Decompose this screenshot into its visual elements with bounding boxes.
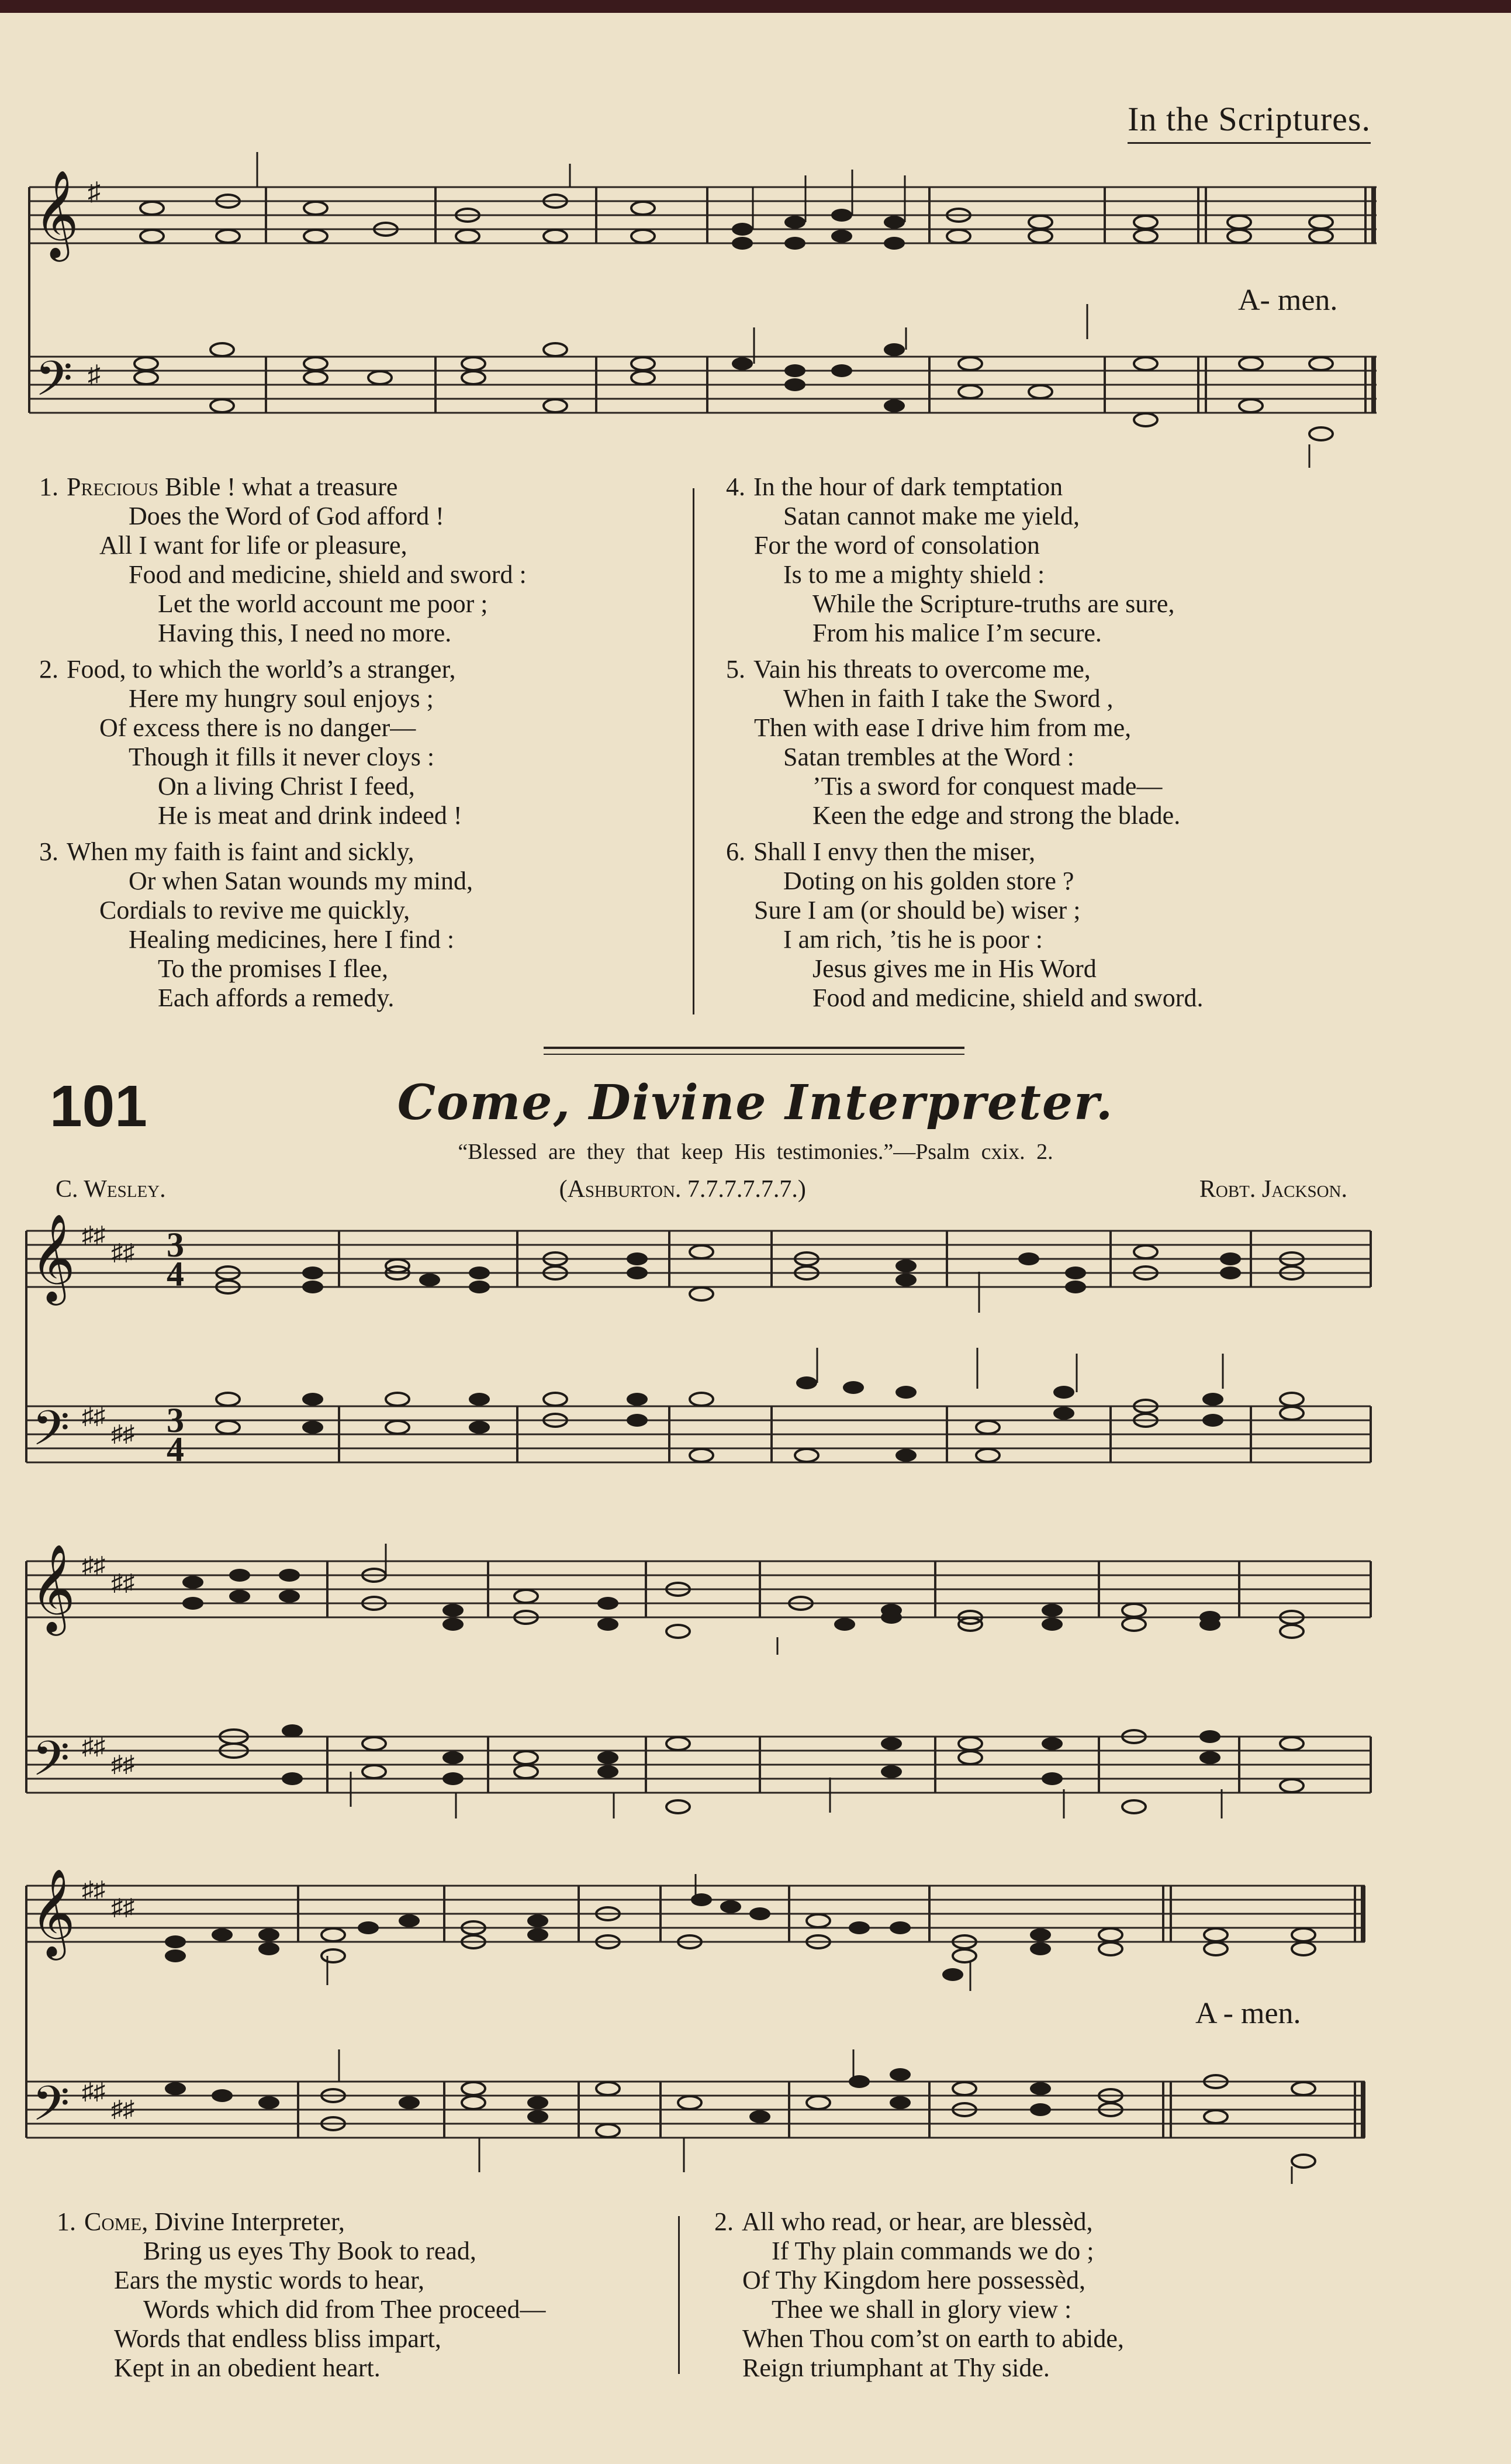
verse-line: Doting on his golden store ? — [783, 867, 1074, 895]
composer-credit: Robt. Jackson. — [1199, 1176, 1347, 1203]
svg-text:♯♯: ♯♯ — [111, 1894, 134, 1920]
time-signature-top: 3 — [167, 1226, 184, 1264]
svg-text:♯♯: ♯♯ — [82, 1733, 105, 1759]
verse-2 — [699, 2207, 1124, 2383]
verse-line: Of Thy Kingdom here possessèd, — [742, 2266, 1085, 2294]
svg-text:♯♯: ♯♯ — [111, 1751, 134, 1777]
svg-text:♯♯: ♯♯ — [111, 2096, 134, 2122]
bass-time-signature-bottom: 4 — [167, 1430, 184, 1469]
verse-line: In the hour of dark temptation — [753, 472, 1063, 501]
verse-line: Of excess there is no danger— — [99, 713, 416, 742]
amen-label: A- men. — [1238, 284, 1338, 317]
svg-text:♯♯: ♯♯ — [111, 1420, 134, 1447]
verse-line: All I want for life or pleasure, — [99, 531, 407, 560]
verse-column-left — [41, 2207, 545, 2390]
verse-line: When my faith is faint and sickly, — [67, 837, 414, 866]
verse-number: 4. — [726, 472, 745, 501]
verse-3 — [23, 837, 527, 1013]
column-divider — [678, 2216, 680, 2374]
amen-label: A - men. — [1195, 1997, 1301, 2030]
verse-line: Come — [84, 2207, 142, 2236]
verse-line: Though it fills it never cloys : — [129, 743, 435, 771]
verse-line: Food and medicine, shield and sword. — [812, 983, 1204, 1012]
verse-2 — [23, 655, 527, 830]
svg-text:𝄢: 𝄢 — [32, 1400, 70, 1468]
verse-line: Bible ! what a treasure — [158, 472, 398, 501]
verse-line: To the promises I flee, — [158, 954, 389, 983]
verse-4 — [710, 472, 1203, 648]
svg-text:♯♯: ♯♯ — [82, 2078, 105, 2104]
score-system-3 — [0, 1862, 1511, 2190]
verse-line: Shall I envy then the miser, — [753, 837, 1036, 866]
time-signature-bottom: 4 — [167, 1255, 184, 1293]
verse-line: When Thou com’st on earth to abide, — [742, 2324, 1124, 2353]
bass-time-signature-top: 3 — [167, 1401, 184, 1440]
verse-line: I am rich, ’tis he is poor : — [783, 925, 1043, 954]
svg-text:♯♯: ♯♯ — [82, 1221, 105, 1248]
verse-line: For the word of consolation — [754, 531, 1040, 560]
verse-number: 5. — [726, 655, 745, 684]
svg-text:𝄞: 𝄞 — [34, 169, 79, 258]
verse-line: Food and medicine, shield and sword : — [129, 560, 527, 589]
hymn-title: Come, Divine Interpreter. — [397, 1075, 1114, 1131]
verse-line: Each affords a remedy. — [158, 983, 395, 1012]
verse-line: Jesus gives me in His Word — [812, 954, 1097, 983]
verse-line: Food, to which the world’s a stranger, — [67, 655, 456, 684]
verse-line: While the Scripture-truths are sure, — [812, 589, 1175, 618]
hymn-number: 101 — [50, 1074, 147, 1139]
verse-line: Then with ease I drive him from me, — [754, 713, 1132, 742]
verse-number: 3. — [39, 837, 58, 866]
bass-staff — [29, 357, 1377, 413]
author-credit: C. Wesley. — [56, 1176, 166, 1203]
verse-column-right — [710, 472, 1203, 1020]
verse-number: 6. — [726, 837, 745, 866]
verse-line: Words which did from Thee proceed— — [143, 2295, 546, 2324]
svg-text:𝄞: 𝄞 — [30, 1213, 75, 1302]
svg-text:♯: ♯ — [88, 177, 101, 206]
verse-number: 2. — [39, 655, 58, 684]
tune-credit: (Ashburton. 7.7.7.7.7.7.) — [559, 1176, 806, 1203]
verse-line: Having this, I need no more. — [158, 619, 452, 647]
verse-line: On a living Christ I feed, — [158, 772, 415, 800]
score-system-2 — [0, 1538, 1511, 1842]
verse-line: Ears the mystic words to hear, — [114, 2266, 424, 2294]
svg-text:𝄞: 𝄞 — [30, 1543, 75, 1632]
svg-text:♯♯: ♯♯ — [82, 1876, 105, 1903]
verse-line: Healing medicines, here I find : — [129, 925, 455, 954]
score-system-hymn100 — [0, 152, 1511, 479]
verse-line: Reign triumphant at Thy side. — [742, 2353, 1050, 2382]
svg-text:𝄢: 𝄢 — [35, 350, 73, 419]
scripture-epigraph: “Blessed are they that keep His testimonies.”—Psalm cxix. 2. — [458, 1140, 1053, 1164]
verse-line: ’Tis a sword for conquest made— — [812, 772, 1163, 800]
verse-number: 2. — [714, 2207, 734, 2236]
column-divider — [693, 488, 694, 1014]
verse-line: Satan cannot make me yield, — [783, 502, 1080, 530]
verse-line: Bring us eyes Thy Book to read, — [143, 2237, 476, 2265]
svg-text:𝄢: 𝄢 — [32, 1730, 70, 1799]
verse-line: Does the Word of God afford ! — [129, 502, 444, 530]
verse-column-left — [23, 472, 527, 1020]
top-border — [0, 0, 1511, 13]
score-system-1 — [0, 1213, 1511, 1517]
verse-line: Cordials to revive me quickly, — [99, 896, 410, 924]
verse-line: All who read, or hear, are blessèd, — [742, 2207, 1093, 2236]
verse-6 — [710, 837, 1203, 1013]
verse-1 — [23, 472, 527, 648]
verse-line: He is meat and drink indeed ! — [158, 801, 462, 830]
verse-line: Is to me a mighty shield : — [783, 560, 1045, 589]
verse-line: Vain his threats to overcome me, — [753, 655, 1091, 684]
verse-number: 1. — [39, 472, 58, 501]
verse-line: Satan trembles at the Word : — [783, 743, 1074, 771]
svg-text:𝄢: 𝄢 — [32, 2075, 70, 2144]
verse-line: Sure I am (or should be) wiser ; — [754, 896, 1081, 924]
svg-text:♯♯: ♯♯ — [111, 1239, 134, 1265]
svg-text:♯: ♯ — [88, 360, 101, 389]
verse-line: Thee we shall in glory view : — [772, 2295, 1072, 2324]
verse-line: Here my hungry soul enjoys ; — [129, 684, 434, 713]
hymn-separator-rule-thin — [544, 1054, 964, 1055]
verse-line: When in faith I take the Sword , — [783, 684, 1114, 713]
verse-line: If Thy plain commands we do ; — [772, 2237, 1094, 2265]
svg-text:𝄞: 𝄞 — [30, 1868, 75, 1956]
verse-number: 1. — [57, 2207, 76, 2236]
verse-5 — [710, 655, 1203, 830]
verse-line: Words that endless bliss impart, — [114, 2324, 441, 2353]
verse-line: Or when Satan wounds my mind, — [129, 867, 473, 895]
verse-line: Keen the edge and strong the blade. — [812, 801, 1181, 830]
verse-1 — [41, 2207, 545, 2383]
verse-line: From his malice I’m secure. — [812, 619, 1102, 647]
svg-text:♯♯: ♯♯ — [82, 1403, 105, 1429]
verse-line: Let the world account me poor ; — [158, 589, 488, 618]
section-header: In the Scriptures. — [1128, 99, 1371, 144]
verse-line: , Divine Interpreter, — [141, 2207, 345, 2236]
verse-column-right — [699, 2207, 1124, 2390]
svg-text:♯♯: ♯♯ — [82, 1552, 105, 1578]
verse-line: Precious — [67, 472, 159, 501]
svg-text:♯♯: ♯♯ — [111, 1569, 134, 1596]
hymn-credits — [56, 1175, 1347, 1203]
hymn-separator-rule — [544, 1047, 964, 1049]
verse-line: Kept in an obedient heart. — [114, 2353, 381, 2382]
